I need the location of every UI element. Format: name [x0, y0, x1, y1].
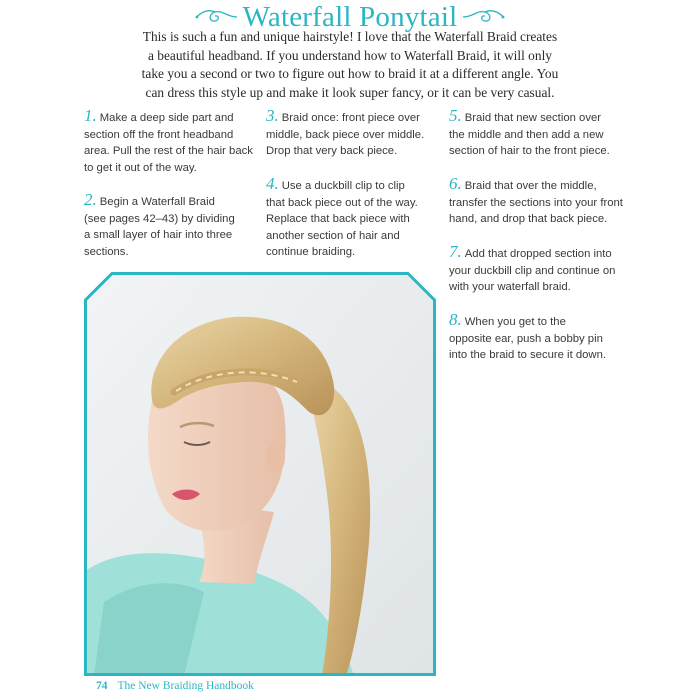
step-text: area. Pull the rest of the hair back — [84, 145, 253, 158]
step-number: 8. — [449, 310, 462, 329]
step-text: into the braid to secure it down. — [449, 349, 606, 362]
intro-paragraph — [93, 28, 607, 102]
step-text: Use a duckbill clip to clip — [281, 180, 405, 192]
step-number: 1. — [84, 106, 97, 125]
step-6 — [449, 176, 623, 228]
step-text: section of hair to the front piece. — [449, 145, 610, 158]
step-text: that back piece out of the way. — [266, 196, 418, 209]
step-text: with your waterfall braid. — [449, 281, 571, 294]
step-text: another section of hair and — [266, 229, 400, 242]
step-text: your duckbill clip and continue on — [449, 264, 616, 277]
step-text: Braid that new section over — [464, 112, 602, 124]
step-text: transfer the sections into your front — [449, 196, 623, 209]
step-number: 7. — [449, 242, 462, 261]
step-text: middle, back piece over middle. — [266, 128, 425, 141]
intro-line: This is such a fun and unique hairstyle! I love that the Waterfall Braid creates — [142, 29, 558, 44]
step-5 — [449, 108, 610, 160]
step-text: Add that dropped section into — [464, 248, 612, 260]
intro-line: can dress this style up and make it look super fancy, or it can be very casual. — [145, 84, 555, 100]
step-3 — [266, 108, 424, 160]
left-flourish-icon — [193, 6, 239, 28]
page-footer — [96, 680, 254, 692]
intro-line: a beautiful headband. If you understand how to Waterfall Braid, it will only — [147, 47, 552, 63]
step-7 — [449, 244, 615, 296]
step-text: When you get to the — [464, 316, 566, 328]
step-number: 4. — [266, 174, 279, 193]
step-text: hand, and drop that back piece. — [449, 213, 608, 226]
step-text: a small layer of hair into three — [84, 229, 233, 242]
book-title: The New Braiding Handbook — [117, 680, 254, 692]
step-text: Braid once: front piece over — [281, 112, 420, 124]
step-number: 3. — [266, 106, 279, 125]
step-number: 6. — [449, 174, 462, 193]
step-text: the middle and then add a new — [449, 128, 604, 141]
step-8 — [449, 312, 606, 364]
step-text: Braid that over the middle, — [464, 180, 597, 192]
step-text: Begin a Waterfall Braid — [99, 196, 215, 208]
step-number: 5. — [449, 106, 462, 125]
step-text: section off the front headband — [84, 128, 234, 141]
step-text: to get it out of the way. — [84, 161, 197, 174]
step-text: (see pages 42–43) by dividing — [84, 212, 235, 225]
page-number: 74 — [96, 680, 108, 692]
page-title: Waterfall Ponytail — [242, 0, 458, 33]
step-text: Drop that very back piece. — [266, 145, 398, 158]
step-text: opposite ear, push a bobby pin — [449, 332, 603, 345]
step-text: sections. — [84, 245, 129, 258]
intro-line: take you a second or two to figure out how to braid it at a different angle. You — [141, 66, 559, 82]
hairstyle-photo — [84, 272, 436, 676]
step-1 — [84, 108, 253, 176]
step-text: Make a deep side part and — [99, 112, 234, 124]
right-flourish-icon — [461, 6, 507, 28]
step-4 — [266, 176, 418, 261]
step-text: Replace that back piece with — [266, 213, 410, 226]
step-number: 2. — [84, 190, 97, 209]
step-text: continue braiding. — [266, 246, 356, 259]
step-2 — [84, 192, 235, 260]
